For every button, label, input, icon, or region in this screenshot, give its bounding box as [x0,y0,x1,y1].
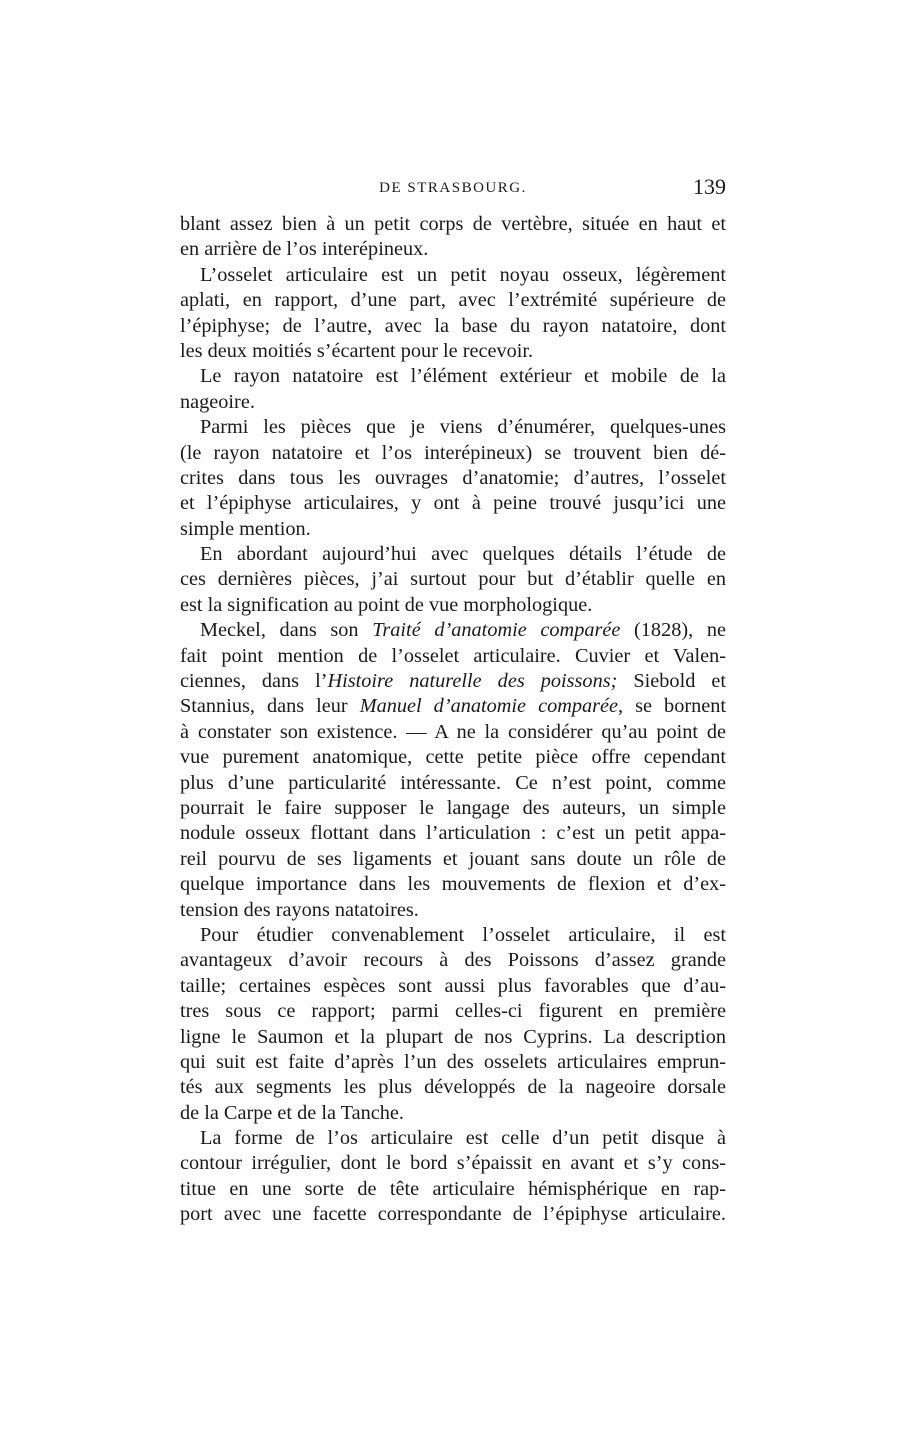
text-line [180,694,726,719]
text-line [180,720,726,745]
text-run: La forme de l’os articulaire est celle d’un petit disque à [200,1127,726,1150]
text-line [180,1025,726,1050]
text-line [180,364,726,389]
text-line [180,1050,726,1075]
text-run: fait point mention de l’osselet articulaire. Cuvier et Valen- [180,644,726,667]
text-line [180,745,726,770]
text-line [180,669,726,694]
text-run: Siebold et [617,670,726,693]
text-run: Le rayon natatoire est l’élément extérieur et mobile de la [200,365,726,388]
text-run: contour irrégulier, dont le bord s’épaissit en avant et s’y cons- [180,1152,726,1175]
text-run: (1828), ne [620,619,726,642]
text-line [180,263,726,288]
text-line [180,441,726,466]
text-run: blant assez bien à un petit corps de vertèbre, située en haut et [180,213,726,235]
text-run: crites dans tous les ouvrages d’anatomie; d’autres, l’osselet [180,466,726,489]
text-run: titue en une sorte de tête articulaire hémisphérique en rap- [180,1177,726,1200]
text-line [180,288,726,313]
italic-title: Manuel d’anatomie comparée [359,695,619,718]
text-line [180,339,726,364]
text-line [180,771,726,796]
text-run: , se bornent [618,695,727,718]
text-run: Pour étudier convenablement l’osselet articulaire, il est [200,923,726,946]
text-run: pourrait le faire supposer le langage des auteurs, un simple [180,796,726,819]
text-line [180,415,726,440]
text-run: de la Carpe et de la Tanche. [180,1101,405,1124]
text-line [180,1075,726,1100]
text-line [180,212,726,237]
text-line [180,974,726,999]
text-run: ciennes, dans l’ [180,670,328,693]
page-number: 139 [693,174,726,199]
text-line [180,1126,726,1151]
text-line [180,796,726,821]
text-run: aplati, en rapport, d’une part, avec l’extrémité supérieure de [180,289,726,312]
running-title: DE STRASBOURG. [379,180,527,196]
text-run: port avec une facette correspondante de l’épiphyse articulaire. [180,1203,726,1226]
text-line [180,567,726,592]
text-run: L’osselet articulaire est un petit noyau osseux, légèrement [200,263,726,286]
body-text [180,212,726,1228]
text-line [180,847,726,872]
text-run: tension des rayons natatoires. [180,898,419,921]
text-line [180,237,726,262]
text-run: Meckel, dans son [200,619,373,642]
text-line [180,1177,726,1202]
text-run: à constater son existence. — A ne la considérer qu’au point de [180,720,726,743]
text-line [180,872,726,897]
text-run: avantageux d’avoir recours à des Poissons d’assez grande [180,949,726,972]
text-line [180,999,726,1024]
text-run: ligne le Saumon et la plupart de nos Cyprins. La description [180,1025,726,1048]
text-run: qui suit est faite d’après l’un des osselets articulaires emprun- [180,1050,726,1073]
running-head [180,174,726,204]
text-run: est la signification au point de vue morphologique. [180,593,593,616]
text-run: en arrière de l’os interépineux. [180,238,429,261]
text-line [180,923,726,948]
text-line [180,898,726,923]
text-line [180,593,726,618]
text-run: (le rayon natatoire et l’os interépineux) se trouvent bien dé- [180,441,726,464]
text-line [180,491,726,516]
text-line [180,390,726,415]
text-run: les deux moitiés s’écartent pour le recevoir. [180,339,534,362]
text-run: nageoire. [180,390,255,413]
text-line [180,1202,726,1227]
text-line [180,618,726,643]
text-run: tés aux segments les plus développés de la nageoire dorsale [180,1076,726,1099]
text-line [180,644,726,669]
text-run: nodule osseux flottant dans l’articulation : c’est un petit appa- [180,822,726,845]
italic-title: Traité d’anatomie comparée [372,619,621,642]
text-line [180,466,726,491]
text-run: l’épiphyse; de l’autre, avec la base du rayon natatoire, dont [180,314,726,337]
text-run: Stannius, dans leur [180,695,360,718]
text-run: En abordant aujourd’hui avec quelques détails l’étude de [200,543,726,566]
text-line [180,314,726,339]
text-run: ces dernières pièces, j’ai surtout pour but d’établir quelle en [180,568,726,591]
text-run: taille; certaines espèces sont aussi plus favorables que d’au- [180,974,726,997]
text-run: Parmi les pièces que je viens d’énumérer, quelques-unes [200,416,726,439]
text-run: quelque importance dans les mouvements de flexion et d’ex- [180,873,726,896]
text-run: plus d’une particularité intéressante. Ce n’est point, comme [180,771,726,794]
text-run: vue purement anatomique, cette petite pièce offre cependant [180,746,726,769]
text-line [180,1101,726,1126]
text-line [180,517,726,542]
text-run: tres sous ce rapport; parmi celles-ci figurent en première [180,1000,726,1023]
text-line [180,948,726,973]
text-run: reil pourvu de ses ligaments et jouant sans doute un rôle de [180,847,726,870]
text-run: simple mention. [180,517,311,540]
text-line [180,542,726,567]
text-line [180,821,726,846]
text-run: et l’épiphyse articulaires, y ont à peine trouvé jusqu’ici une [180,492,726,515]
text-line [180,1151,726,1176]
italic-title: Histoire naturelle des poissons; [327,670,618,693]
